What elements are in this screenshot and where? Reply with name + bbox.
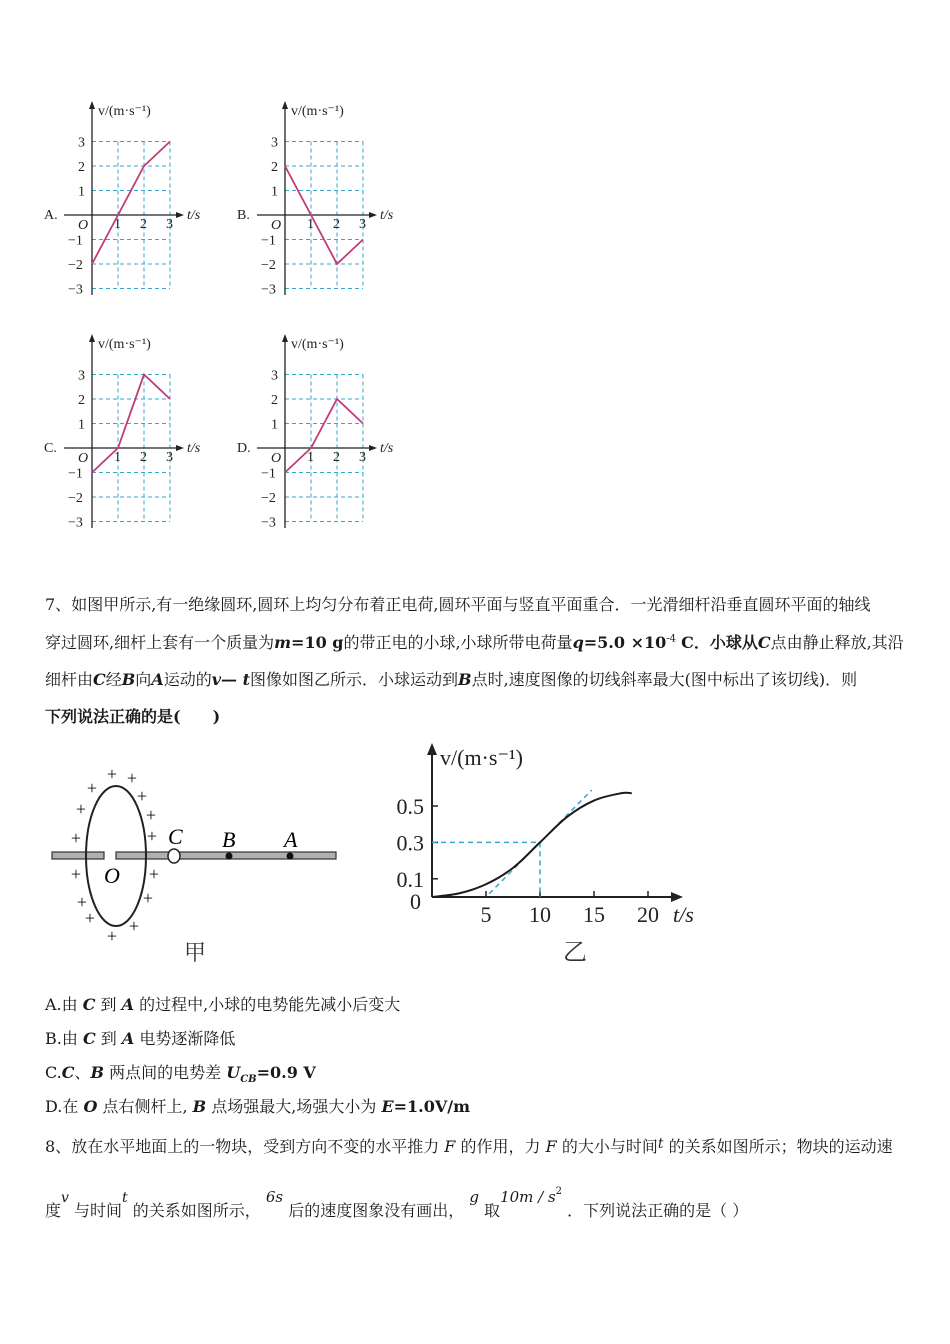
- option-text: C: [82, 1029, 96, 1048]
- x-tick-label: 10: [529, 902, 551, 927]
- option-text: 、: [74, 1063, 91, 1082]
- option-text: 电势逐渐降低: [134, 1029, 236, 1048]
- x-arrow: [369, 212, 377, 218]
- option-text: B: [90, 1063, 105, 1082]
- q7-number: 7、: [45, 595, 72, 614]
- y-tick-label: 2: [271, 393, 278, 408]
- q7-option-b[interactable]: [45, 1026, 235, 1049]
- label-b: B: [222, 827, 236, 852]
- option-text: 在: [62, 1097, 84, 1116]
- y-tick-label: −3: [68, 515, 83, 531]
- svg-text:+: +: [76, 892, 88, 912]
- svg-text:+: +: [148, 864, 160, 884]
- svg-text:+: +: [126, 768, 138, 788]
- y-axis-label: v/(m·s⁻¹): [291, 337, 344, 352]
- x-tick-label: 3: [359, 450, 366, 465]
- y-tick-label: 0.5: [396, 794, 424, 819]
- q7-line3: 细杆由C经B向A运动的v— t图像如图乙所示．小球运动到B点时,速度图像的切线斜率最大(图中标出了该切线)．则: [45, 670, 858, 689]
- option-text: 到: [95, 995, 122, 1014]
- svg-text:+: +: [142, 888, 154, 908]
- y-tick-label: 0.3: [396, 830, 424, 856]
- x-arrow: [176, 445, 184, 451]
- option-text: 由: [61, 1029, 83, 1048]
- y-axis-label: v/(m·s⁻¹): [98, 337, 151, 352]
- y-tick-label: −3: [261, 515, 276, 531]
- option-text: C: [82, 995, 96, 1014]
- option-graph-a: [40, 95, 220, 305]
- y-axis-label: v/(m·s⁻¹): [98, 104, 151, 119]
- origin-label: O: [78, 218, 89, 233]
- x-arrow: [671, 892, 683, 902]
- svg-text:+: +: [145, 805, 157, 825]
- velocity-curve: [432, 793, 632, 897]
- svg-text:+: +: [106, 764, 118, 784]
- svg-text:+: +: [70, 864, 82, 884]
- y-arrow: [427, 743, 437, 755]
- option-text: C: [61, 1063, 75, 1082]
- velocity-line: [285, 399, 363, 473]
- option-graph-d: [233, 328, 413, 538]
- option-text: 两点间的电势差: [104, 1063, 227, 1082]
- x-axis-label: t/s: [380, 441, 394, 456]
- option-text: 到: [95, 1029, 122, 1048]
- option-text: A: [121, 995, 135, 1014]
- q7-option-c[interactable]: [45, 1060, 316, 1085]
- option-letter: B.: [45, 1029, 62, 1048]
- y-tick-label: −1: [261, 233, 276, 249]
- y-tick-label: −1: [261, 466, 276, 482]
- option-text: 由: [61, 995, 83, 1014]
- svg-text:+: +: [70, 828, 82, 848]
- y-tick-label: 1: [271, 184, 278, 200]
- origin-label: O: [78, 451, 89, 466]
- option-letter: C.: [45, 1063, 62, 1082]
- x-tick-label: 20: [637, 902, 659, 927]
- option-text: B: [192, 1097, 207, 1116]
- y-tick-label: 0.1: [396, 866, 424, 892]
- y-arrow: [89, 101, 95, 109]
- x-tick-label: 2: [140, 217, 147, 232]
- y-tick-label: −1: [68, 466, 83, 482]
- y-tick-label: 2: [271, 160, 278, 175]
- y-arrow: [282, 101, 288, 109]
- y-tick-label: 1: [271, 417, 278, 433]
- y-tick-label: 3: [271, 135, 278, 151]
- option-text: 点场强最大,场强大小为: [206, 1097, 382, 1116]
- x-axis-label: t/s: [380, 208, 394, 223]
- point-b: [226, 853, 233, 860]
- x-axis-label: t/s: [187, 441, 201, 456]
- origin-label: O: [271, 218, 282, 233]
- option-letter: C.: [44, 441, 57, 456]
- label-o: O: [104, 863, 120, 888]
- y-tick-label: −2: [261, 258, 276, 273]
- origin-label: 0: [410, 889, 421, 914]
- y-axis-label: v/(m·s⁻¹): [291, 104, 344, 119]
- y-arrow: [89, 334, 95, 342]
- svg-text:+: +: [106, 926, 118, 946]
- x-tick-label: 2: [140, 450, 147, 465]
- option-text: =1.0V/m: [393, 1097, 471, 1116]
- x-tick-label: 3: [166, 217, 173, 232]
- option-graph-b: [233, 95, 413, 305]
- y-tick-label: −2: [68, 258, 83, 273]
- option-text: =0.9 V: [256, 1063, 316, 1082]
- option-letter: A.: [44, 208, 58, 223]
- option-text: E: [381, 1097, 394, 1116]
- option-letter: B.: [237, 208, 250, 223]
- origin-label: O: [271, 451, 282, 466]
- q7-line2: 穿过圆环,细杆上套有一个质量为m=10 g的带正电的小球,小球所带电荷量$q=5.0 \times 10^{-4}$ C．小球从C点由静止释放,其沿: [45, 633, 904, 652]
- x-tick-label: 2: [333, 217, 340, 232]
- y-tick-label: 3: [271, 368, 278, 384]
- y-tick-label: 3: [78, 135, 85, 151]
- x-tick-label: 3: [166, 450, 173, 465]
- y-tick-label: −2: [68, 491, 83, 506]
- svg-text:+: +: [128, 916, 140, 936]
- q7-line1: 7、如图甲所示,有一绝缘圆环,圆环上均匀分布着正电荷,圆环平面与竖直平面重合．一光滑细杆沿垂直圆环平面的轴线: [45, 595, 871, 614]
- y-tick-label: −2: [261, 491, 276, 506]
- y-tick-label: 2: [78, 160, 85, 175]
- y-tick-label: −1: [68, 233, 83, 249]
- x-tick-label: 5: [480, 902, 492, 927]
- x-axis-label: t/s: [187, 208, 201, 223]
- caption-yi: 乙: [563, 940, 587, 966]
- option-text: A: [121, 1029, 135, 1048]
- rod-left: [52, 852, 104, 859]
- option-text: U: [226, 1063, 241, 1082]
- option-letter: D.: [237, 441, 251, 456]
- y-tick-label: −3: [261, 282, 276, 298]
- option-text: 点右侧杆上,: [97, 1097, 193, 1116]
- x-tick-label: 1: [307, 217, 314, 232]
- x-axis-label: t/s: [673, 902, 694, 927]
- y-tick-label: 3: [78, 368, 85, 384]
- option-text: 的过程中,小球的电势能先减小后变大: [134, 995, 401, 1014]
- y-tick-label: −3: [68, 282, 83, 298]
- q7-option-d[interactable]: [45, 1094, 470, 1117]
- point-a: [287, 853, 294, 860]
- x-arrow: [369, 445, 377, 451]
- q7-line4: 下列说法正确的是( ): [45, 707, 221, 726]
- figure-jia: [48, 760, 348, 970]
- caption-jia: 甲: [184, 940, 207, 965]
- svg-text:+: +: [75, 799, 87, 819]
- q7-option-a[interactable]: [45, 992, 400, 1015]
- x-tick-label: 3: [359, 217, 366, 232]
- y-axis-label: v/(m·s⁻¹): [440, 745, 523, 770]
- x-tick-label: 1: [114, 217, 121, 232]
- x-arrow: [176, 212, 184, 218]
- x-tick-label: 2: [333, 450, 340, 465]
- label-a: A: [284, 827, 298, 852]
- svg-text:+: +: [146, 826, 158, 846]
- y-tick-label: 1: [78, 184, 85, 200]
- figure-yi: [385, 735, 715, 970]
- velocity-line: [92, 142, 170, 265]
- y-arrow: [282, 334, 288, 342]
- ball-c: [168, 849, 180, 863]
- option-graph-c: [40, 328, 220, 538]
- svg-text:+: +: [86, 778, 98, 798]
- label-c: C: [168, 824, 183, 849]
- x-tick-label: 15: [583, 902, 605, 927]
- option-letter: A.: [45, 995, 62, 1014]
- option-text: O: [83, 1097, 98, 1116]
- svg-text:+: +: [84, 908, 96, 928]
- y-tick-label: 1: [78, 417, 85, 433]
- y-tick-label: 2: [78, 393, 85, 408]
- x-tick-label: 1: [114, 450, 121, 465]
- svg-text:+: +: [136, 786, 148, 806]
- q8-line1: 8、放在水平地面上的一物块，受到方向不变的水平推力 F 的作用，力 F 的大小与时间t 的关系如图所示；物块的运动速: [45, 1136, 893, 1156]
- option-text: CB: [240, 1074, 257, 1086]
- x-tick-label: 1: [307, 450, 314, 465]
- q8-line2: 度v 与时间t 的关系如图所示， 6s 后的速度图象没有画出， g 取$10m / s^2$ ．下列说法正确的是（ ）: [45, 1186, 749, 1220]
- option-letter: D.: [45, 1097, 63, 1116]
